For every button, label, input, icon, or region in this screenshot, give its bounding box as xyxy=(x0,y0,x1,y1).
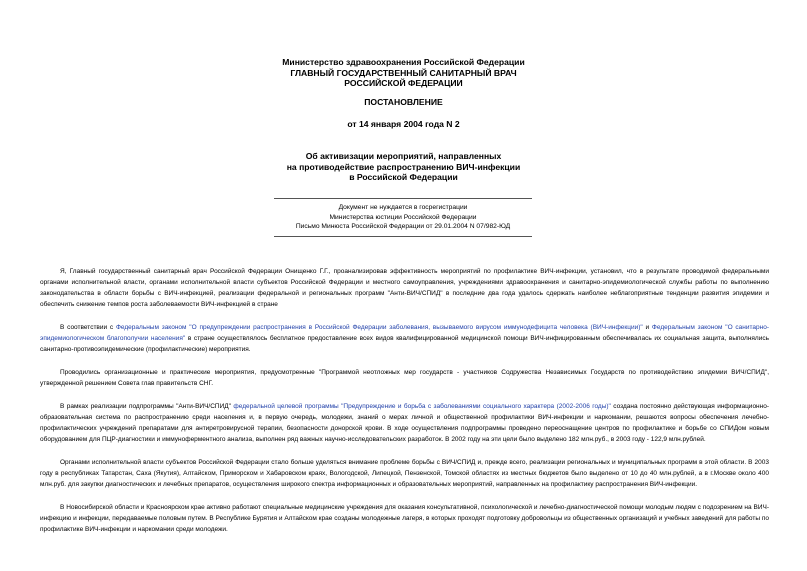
paragraph-3: Проводились организационные и практические мероприятия, предусмотренные "Программой неотложных мер государств - участников Содружества Независимых Государств по противодействию эпидемии ВИЧ/СПИД", утвержденной решением Совета глав правительств СНГ. xyxy=(40,369,769,387)
paragraph-2-text-b: и xyxy=(642,324,652,331)
issuing-authority xyxy=(0,57,807,89)
registration-note xyxy=(274,198,532,237)
federal-law-hiv-link[interactable]: Федеральным законом "О предупреждении распространения в Российской Федерации заболевания, вызываемого вирусом иммунодефицита человека (ВИЧ-инфекции)" xyxy=(115,324,643,331)
document-type xyxy=(0,97,807,108)
paragraph-4-text-a: В рамках реализации подпрограммы "Анти-ВИЧ/СПИД" xyxy=(60,403,234,410)
paragraph-2-text-a: В соответствии с xyxy=(60,324,116,331)
note-line-3: Письмо Минюста Российской Федерации от 29.01.2004 N 07/982-ЮД xyxy=(295,223,511,231)
title-line-3: в Российской Федерации xyxy=(349,172,458,182)
paragraph-5: Органами исполнительной власти субъектов Российской Федерации стало больше уделяться внимание проблеме борьбы с ВИЧ/СПИД и, прежде всего, реализации региональных и муниципальных программ в этой области. В 2003 году в республиках Татарстан, Саха (Якутия), Алтайском, Приморском и Хабаровском краях, Вологодской, Липецкой, Пензенской, Томской областях из местных бюджетов было выделено от 10 до 40 млн.рублей, а в г.Москве около 400 млн.руб. для закупки диагностических и лечебных препаратов, осуществления широкого спектра информационных и образовательных мероприятий, направленных на профилактику распространения ВИЧ-инфекции. xyxy=(40,459,769,488)
title-line-2: на противодействие распространению ВИЧ-инфекции xyxy=(286,161,521,172)
federal-program-link[interactable]: федеральной целевой программы "Предупреждение и борьба с заболеваниями социального характера (2002-2006 годы)" xyxy=(233,403,611,410)
authority-line-ministry: Министерство здравоохранения Российской Федерации xyxy=(282,57,525,67)
document-date-number: от 14 января 2004 года N 2 xyxy=(347,119,460,129)
note-line-2: Министерства юстиции Российской Федерации xyxy=(329,213,477,221)
document-body xyxy=(40,266,769,547)
authority-line-chief-doctor: ГЛАВНЫЙ ГОСУДАРСТВЕННЫЙ САНИТАРНЫЙ ВРАЧ xyxy=(290,67,517,78)
paragraph-2-text-c: в стране осуществлялось бесплатное предоставление всех видов квалифицированной медицинской помощи ВИЧ-инфицированным обеспечивалась их социальная защита, выполнялись санитарно-противоэпидемические (профилактические) мероприятия. xyxy=(40,335,769,353)
paragraph-2 xyxy=(40,322,769,355)
paragraph-1: Я, Главный государственный санитарный врач Российской Федерации Онищенко Г.Г., проанализировав эффективность мероприятий по профилактике ВИЧ-инфекции, установил, что в результате проводимой федеральными органами исполнительной власти, органами исполнительной власти субъектов Российской Федерации и местного самоуправления, учреждениями здравоохранения и санитарно-эпидемиологической службы работы по выполнению законодательства в области борьбы с ВИЧ-инфекцией, реализации федеральной и региональных программ "Анти-ВИЧ/СПИД" в последние два года удалось сдержать наиболее неблагоприятные тенденции развития эпидемии и обеспечить снижение темпов роста заболеваемости ВИЧ-инфекцией в стране xyxy=(40,268,769,308)
document-type-label: ПОСТАНОВЛЕНИЕ xyxy=(364,97,443,107)
title-line-1: Об активизации мероприятий, направленных xyxy=(305,151,502,161)
document-date xyxy=(0,119,807,130)
federal-law-sanitary-link[interactable]: Федеральным законом "О санитарно-эпидемиологическом благополучии населения" xyxy=(40,324,769,342)
note-bottom-rule xyxy=(274,236,532,237)
paragraph-4-text-b: создана постоянно действующая информационно-образовательная система по распространению среди населения и, в первую очередь, молодежи, знаний о мерах личной и общественной профилактики ВИЧ-инфекции и наркомании, решаются вопросы обеспечения лечебно-профилактических учреждений препаратами для антиретровирусной терапии, безопасности донорской крови. В ходе осуществления подпрограммы проведено переоснащение центров по профилактике и борьбе со СПИДом новым оборудованием для ПЦР-диагностики и иммуноферментного анализа, выполнен ряд важных научно-исследовательских разработок. В 2002 году на эти цели было выделено 182 млн.руб., в 2003 году - 122,9 млн.рублей. xyxy=(40,403,770,443)
document-title xyxy=(0,151,807,183)
note-line-1: Документ не нуждается в госрегистрации xyxy=(338,204,468,211)
paragraph-4 xyxy=(40,401,769,445)
paragraph-6: В Новосибирской области и Красноярском крае активно работают специальные медицинские учреждения для оказания консультативной, психологической и лечебно-диагностической помощи молодым людям с подозрением на ВИЧ-инфекцию и инфекции, передаваемые половым путем. В Республике Бурятия и Алтайском крае созданы молодежные лагеря, в которых проходят подготовку добровольцы из общественных организаций и учебных заведений для работы по профилактике ВИЧ-инфекции и наркомании среди молодежи. xyxy=(40,504,769,533)
authority-line-country: РОССИЙСКОЙ ФЕДЕРАЦИИ xyxy=(344,78,463,88)
